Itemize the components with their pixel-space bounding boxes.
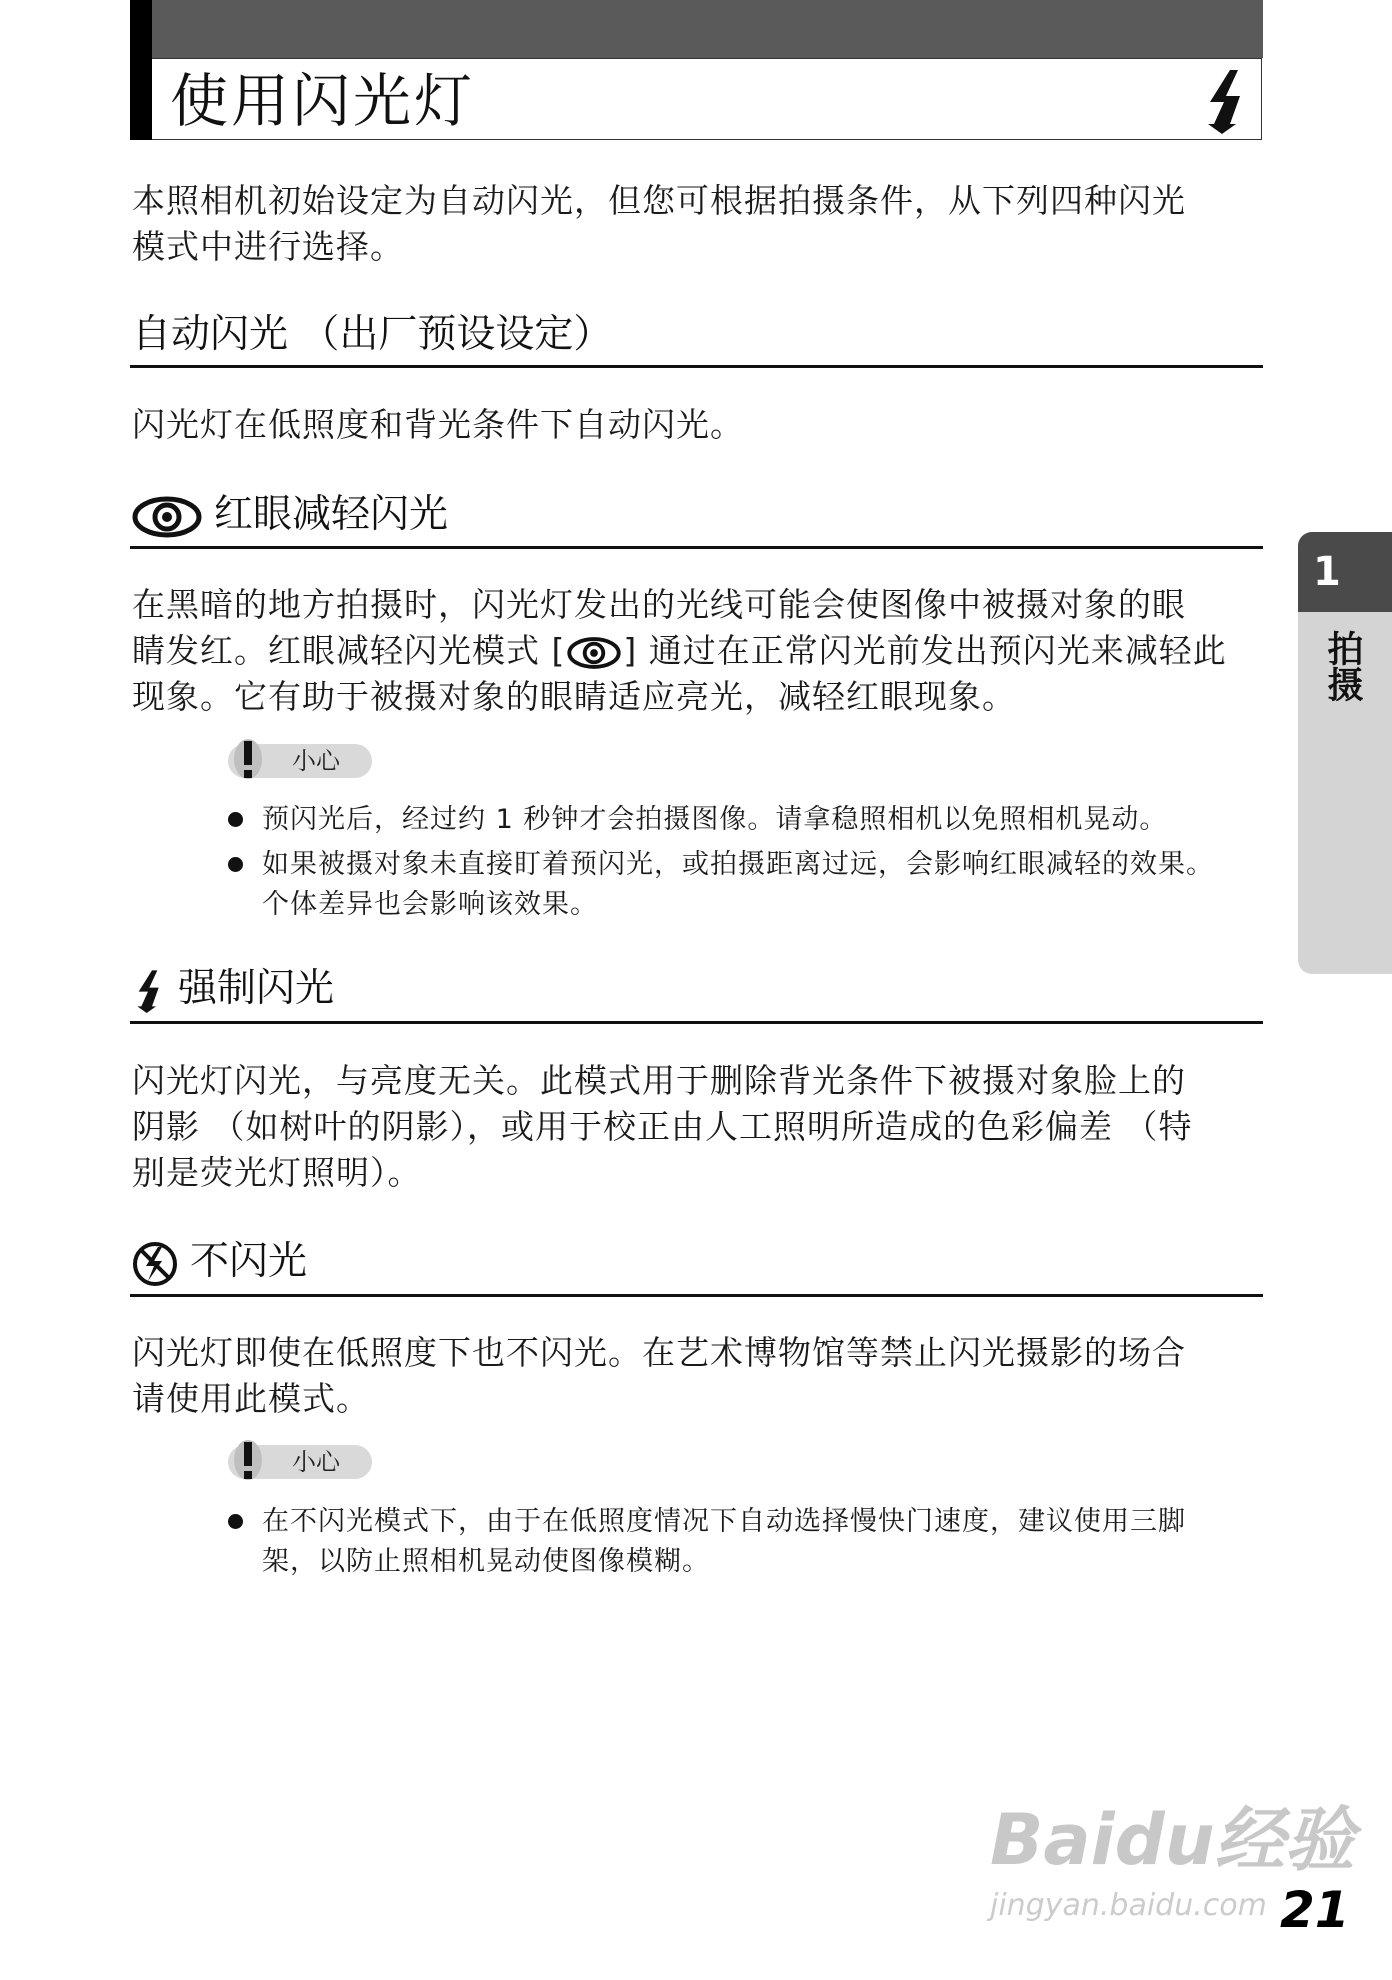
section-heading-flash-off: 不闪光 — [132, 1237, 1262, 1287]
red-eye-icon — [565, 636, 623, 670]
fill-flash-description: 闪光灯闪光，与亮度无关。此模式用于删除背光条件下被摄对象脸上的 阴影 （如树叶的阴影），或用于校正由人工照明所造成的色彩偏差 （特 别是荧光灯照明）。 — [132, 1061, 1193, 1192]
bullet-icon — [228, 1514, 243, 1529]
caution-label: 小心 — [292, 1448, 340, 1476]
bullet-icon — [228, 812, 243, 827]
section-heading-auto-flash: 自动闪光 （出厂预设设定） — [132, 312, 613, 357]
section-heading-fill-flash: 强制闪光 — [132, 964, 1262, 1015]
bullet-icon — [228, 857, 243, 872]
intro-paragraph: 本照相机初始设定为自动闪光，但您可根据拍摄条件，从下列四种闪光 模式中进行选择。 — [132, 181, 1186, 266]
page-number: 21 — [1280, 1881, 1350, 1939]
section-divider — [130, 546, 1263, 549]
red-eye-icon — [132, 495, 202, 539]
red-eye-description: 在黑暗的地方拍摄时，闪光灯发出的光线可能会使图像中被摄对象的眼 睛发红。红眼减轻闪光模式 [ ] 通过在正常闪光前发出预闪光来减轻此 现象。它有助于被摄对象的眼睛适应亮光，减轻红眼现象。 — [132, 585, 1227, 716]
caution-item: 预闪光后，经过约 1 秒钟才会拍摄图像。请拿稳照相机以免照相机晃动。 — [262, 804, 1168, 835]
flash-icon — [1200, 66, 1248, 136]
exclamation-icon — [232, 737, 264, 781]
caution-item: 在不闪光模式下，由于在低照度情况下自动选择慢快门速度，建议使用三脚 架，以防止照相机晃动使图像模糊。 — [262, 1506, 1186, 1577]
section-divider — [130, 1294, 1263, 1297]
flash-off-icon — [132, 1241, 178, 1287]
watermark-logo: Baidu经验 — [990, 1799, 1355, 1881]
watermark-url: jingyan.baidu.com — [990, 1888, 1267, 1923]
chapter-number: 1 — [1313, 549, 1341, 595]
title-band — [130, 0, 1263, 58]
caution-label: 小心 — [292, 747, 340, 775]
section-heading-red-eye: 红眼减轻闪光 — [132, 490, 1262, 540]
flash-off-description: 闪光灯即使在低照度下也不闪光。在艺术博物馆等禁止闪光摄影的场合 请使用此模式。 — [132, 1333, 1186, 1418]
exclamation-icon — [232, 1438, 264, 1482]
section-divider — [130, 1021, 1263, 1024]
title-accent-bar — [130, 0, 152, 140]
page-title: 使用闪光灯 — [170, 67, 476, 135]
section-divider — [130, 365, 1263, 368]
caution-item: 如果被摄对象未直接盯着预闪光，或拍摄距离过远，会影响红眼减轻的效果。 个体差异也会影响该效果。 — [262, 849, 1214, 920]
flash-icon — [132, 967, 164, 1015]
chapter-label: 拍摄 — [1322, 630, 1363, 702]
auto-flash-description: 闪光灯在低照度和背光条件下自动闪光。 — [132, 405, 744, 444]
